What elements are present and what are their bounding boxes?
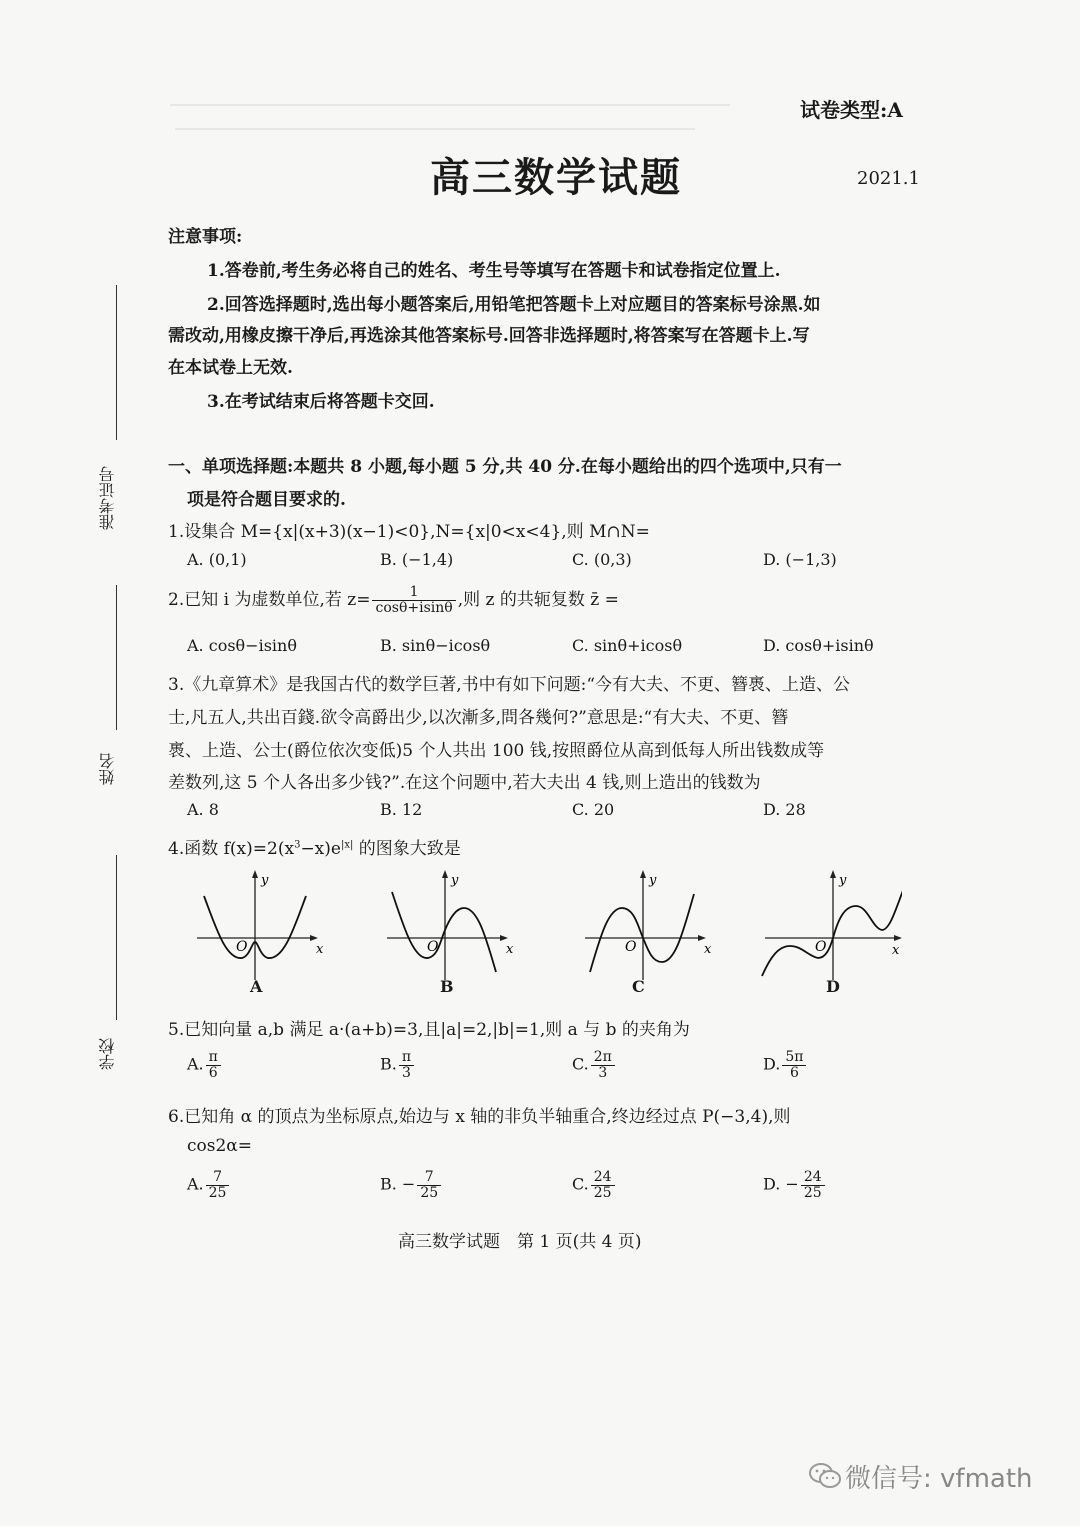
x-axis-arrow: [894, 935, 902, 941]
y-label: y: [839, 873, 847, 888]
q3-option-b: B. 12: [380, 800, 423, 819]
q1-stem: 1.设集合 M={x|(x+3)(x−1)<0},N={x|0<x<4},则 M∩N=: [168, 522, 650, 542]
q2-stem: [168, 585, 619, 616]
curve-d: [762, 888, 902, 976]
y-axis-arrow: [640, 870, 646, 878]
origin-label: O: [236, 939, 248, 955]
frac-den: 25: [803, 1184, 822, 1201]
option-prefix: D. −: [763, 1174, 799, 1194]
q6-option-c: [572, 1170, 617, 1200]
option-prefix: C.: [572, 1054, 589, 1074]
section-1-heading: 一、单项选择题:本题共 8 小题,每小题 5 分,共 40 分.在每小题给出的四个选项中,只有一: [168, 457, 842, 477]
q2-option-c: C. sinθ+icosθ: [572, 636, 683, 655]
option-fraction: [206, 1050, 221, 1080]
q1-option-b: B. (−1,4): [380, 550, 454, 569]
origin-label: O: [427, 939, 439, 955]
q4-graph-b: [382, 868, 524, 988]
option-prefix: B.: [380, 1054, 397, 1074]
notice-item-2-line-3: 在本试卷上无效.: [168, 358, 293, 378]
y-label: y: [261, 873, 269, 888]
q3-option-c: C. 20: [572, 800, 615, 819]
option-prefix: A.: [187, 1174, 204, 1194]
y-label: y: [451, 873, 459, 888]
frac-num: 7: [206, 1170, 230, 1186]
x-axis-arrow: [500, 935, 508, 941]
option-prefix: C.: [572, 1174, 589, 1194]
name-label: 姓名: [98, 753, 117, 785]
y-axis-arrow: [442, 870, 448, 878]
frac-den: 6: [789, 1064, 799, 1081]
frac-num: 7: [417, 1170, 441, 1186]
frac-den: 6: [208, 1064, 218, 1081]
q4-stem-main: 4.函数 f(x)=2(x: [168, 839, 295, 859]
q3-option-d: D. 28: [763, 800, 806, 819]
curve-c: [590, 894, 694, 972]
x-label: x: [892, 943, 900, 958]
option-fraction: [782, 1050, 806, 1080]
notice-item-2-line-1: 2.回答选择题时,选出每小题答案后,用铅笔把答题卡上对应题目的答案标号涂黑.如: [207, 295, 821, 315]
wechat-icon: [808, 1462, 842, 1490]
q6-option-a: [187, 1170, 231, 1200]
q6-option-b: [380, 1170, 443, 1200]
watermark-text: 微信号: vfmath: [845, 1464, 1033, 1494]
q2-fraction: [372, 585, 455, 615]
q4-graph-label-a: A: [250, 977, 263, 996]
q4-graph-label-c: C: [632, 977, 645, 996]
frac-den: 25: [593, 1184, 612, 1201]
school-label: 学校: [98, 1038, 117, 1070]
frac-num: 24: [801, 1170, 825, 1186]
q3-line-1: 3.《九章算术》是我国古代的数学巨著,书中有如下问题:“今有大夫、不更、簪褭、上造、公: [168, 675, 851, 695]
frac-den: 3: [598, 1064, 608, 1081]
frac-den: 3: [401, 1064, 411, 1081]
x-label: x: [506, 942, 514, 957]
option-fraction: [591, 1050, 615, 1080]
scan-artifact: [170, 104, 730, 106]
exam-id-label: 准考证号: [98, 466, 117, 530]
x-axis-arrow: [698, 935, 706, 941]
q5-option-c: [572, 1050, 617, 1080]
exam-date: 2021.1: [857, 168, 920, 189]
scan-artifact: [175, 128, 695, 130]
q2-frac-den: cosθ+isinθ: [375, 600, 453, 616]
q5-option-b: [380, 1050, 416, 1080]
option-fraction: [399, 1050, 414, 1080]
q4-graph-a: [192, 868, 334, 988]
frac-num: π: [399, 1050, 414, 1066]
origin-label: O: [815, 939, 827, 955]
y-axis-arrow: [830, 870, 836, 878]
name-line: [116, 585, 117, 730]
q2-option-d: D. cosθ+isinθ: [763, 636, 874, 655]
q4-graph-d: [760, 868, 902, 988]
q2-stem-start: 2.已知 i 为虚数单位,若 z=: [168, 590, 371, 610]
q2-frac-num: 1: [372, 585, 455, 601]
q5-option-d: [763, 1050, 808, 1080]
q4-graph-label-d: D: [826, 977, 840, 996]
x-label: x: [704, 942, 712, 957]
paper-type: 试卷类型:A: [800, 98, 903, 122]
notice-item-2-line-2: 需改动,用橡皮擦干净后,再选涂其他答案标号.回答非选择题时,将答案写在答题卡上.写: [168, 326, 810, 346]
notice-item-1: 1.答卷前,考生务必将自己的姓名、考生号等填写在答题卡和试卷指定位置上.: [207, 261, 781, 281]
frac-num: 5π: [782, 1050, 806, 1066]
option-fraction: [801, 1170, 825, 1200]
q3-line-4: 差数列,这 5 个人各出多少钱?”.在这个问题中,若大夫出 4 钱,则上造出的钱数为: [168, 773, 761, 793]
q4-stem-end: 的图象大致是: [353, 839, 461, 859]
q6-option-d: [763, 1170, 827, 1200]
q1-option-a: A. (0,1): [187, 550, 247, 569]
q1-option-d: D. (−1,3): [763, 550, 837, 569]
q2-option-b: B. sinθ−icosθ: [380, 636, 491, 655]
option-fraction: [417, 1170, 441, 1200]
q4-stem-mid: −x)e: [300, 839, 341, 859]
q4-stem: [168, 834, 461, 859]
y-label: y: [649, 873, 657, 888]
page-footer: 高三数学试题 第 1 页(共 4 页): [398, 1232, 642, 1252]
option-fraction: [206, 1170, 230, 1200]
section-1-heading-cont: 项是符合题目要求的.: [187, 490, 346, 510]
y-axis-arrow: [252, 870, 258, 878]
notice-item-3: 3.在考试结束后将答题卡交回.: [207, 392, 435, 412]
q2-option-a: A. cosθ−isinθ: [187, 636, 297, 655]
q1-option-c: C. (0,3): [572, 550, 632, 569]
frac-den: 25: [208, 1184, 227, 1201]
frac-num: π: [206, 1050, 221, 1066]
x-label: x: [316, 942, 324, 957]
option-prefix: B. −: [380, 1174, 416, 1194]
option-prefix: A.: [187, 1054, 204, 1074]
curve-b: [392, 892, 496, 972]
q3-line-3: 褭、上造、公士(爵位依次变低)5 个人共出 100 钱,按照爵位从高到低每人所出钱数成等: [168, 741, 825, 761]
option-prefix: D.: [763, 1054, 781, 1074]
option-fraction: [591, 1170, 615, 1200]
q5-stem: 5.已知向量 a,b 满足 a·(a+b)=3,且|a|=2,|b|=1,则 a 与 b 的夹角为: [168, 1020, 690, 1040]
school-line: [116, 855, 117, 1020]
exam-id-line: [116, 285, 117, 440]
q6-line-1: 6.已知角 α 的顶点为坐标原点,始边与 x 轴的非负半轴重合,终边经过点 P(−3,4),则: [168, 1107, 791, 1127]
x-axis-arrow: [310, 935, 318, 941]
page-title: 高三数学试题: [430, 154, 682, 201]
q4-graph-label-b: B: [440, 977, 454, 996]
q4-exp-3: 3: [294, 839, 301, 851]
q3-option-a: A. 8: [187, 800, 219, 819]
q3-line-2: 士,凡五人,共出百錢.欲令高爵出少,以次漸多,問各幾何?”意思是:“有大夫、不更、簪: [168, 708, 789, 728]
origin-label: O: [625, 939, 637, 955]
q4-graph-c: [580, 868, 722, 988]
q5-option-a: [187, 1050, 223, 1080]
q4-exp-absx: |x|: [340, 839, 354, 851]
frac-num: 2π: [591, 1050, 615, 1066]
frac-num: 24: [591, 1170, 615, 1186]
frac-den: 25: [420, 1184, 439, 1201]
notice-title: 注意事项:: [168, 227, 243, 247]
q2-stem-end: ,则 z 的共轭复数 z̄ =: [457, 590, 619, 610]
q6-line-2: cos2α=: [187, 1136, 253, 1156]
